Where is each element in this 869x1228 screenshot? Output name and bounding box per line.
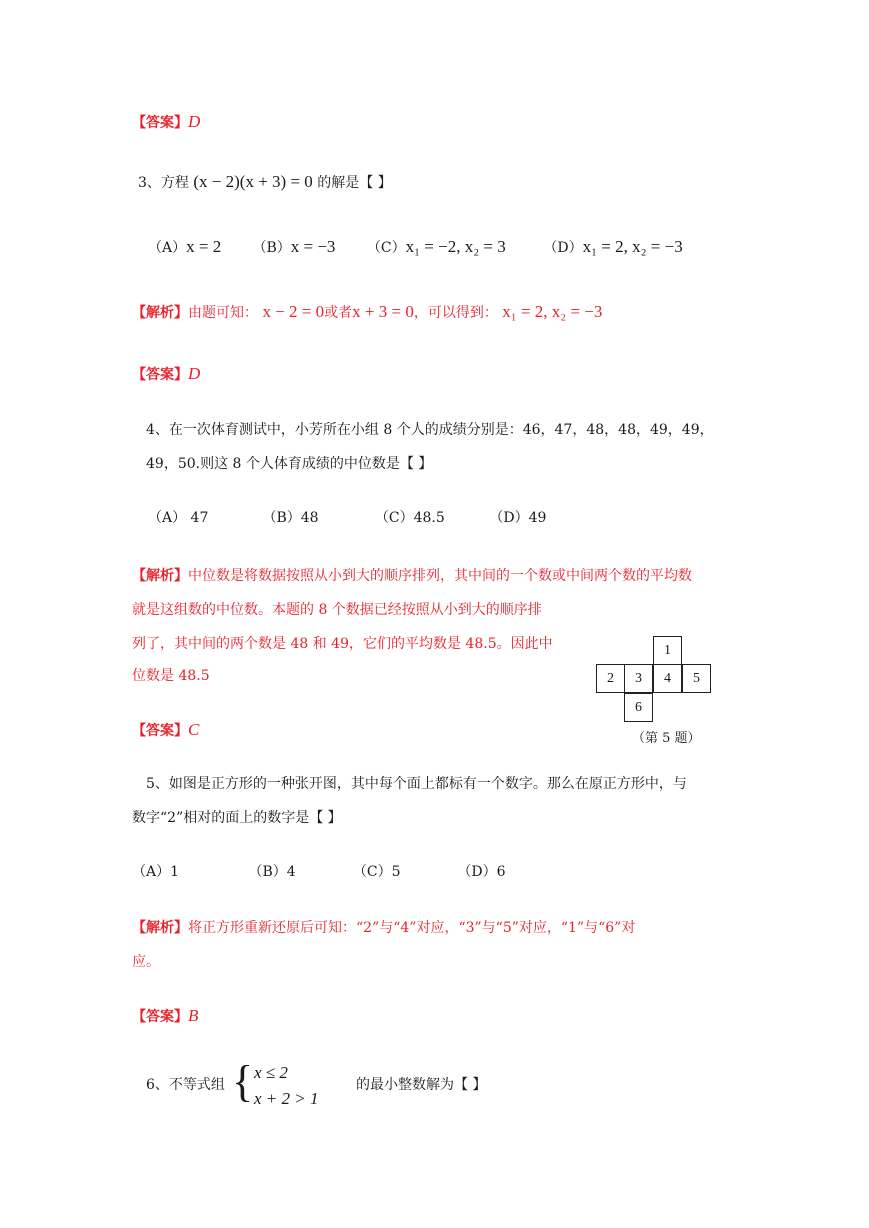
q3-options — [148, 237, 683, 258]
q3-option-a: （A）x = 2 — [148, 237, 222, 256]
q5-answer: 【答案】B — [132, 1006, 199, 1025]
q4-options — [148, 508, 546, 528]
q5-analysis-line2: 应。 — [132, 954, 160, 970]
q4-analysis-line1: 【解析】中位数是将数据按照从小到大的顺序排列，其中间的一个数或中间两个数的平均数 — [132, 568, 692, 584]
q6-inequality-2: x + 2 > 1 — [254, 1089, 319, 1108]
net-cell-3: 3 — [624, 664, 653, 693]
q4-answer: 【答案】C — [132, 720, 200, 739]
q3-equation: (x − 2)(x + 3) = 0 — [193, 172, 313, 191]
q4-stem-line1: 4、在一次体育测试中，小芳所在小组 8 个人的成绩分别是：46，47，48，48，49，49， — [146, 422, 714, 438]
q6-inequality-1: x ≤ 2 — [254, 1063, 288, 1082]
q4-stem-line2: 49，50.则这 8 个人体育成绩的中位数是【 】 — [146, 456, 433, 472]
net-cell-6: 6 — [624, 693, 653, 722]
answer-value: D — [188, 112, 201, 131]
answer-tag: 【答案】 — [132, 115, 188, 131]
net-cell-2: 2 — [596, 664, 625, 693]
q6-stem-suffix: 的最小整数解为【 】 — [356, 1077, 487, 1093]
q2-answer — [132, 112, 200, 133]
q4-analysis-line2: 就是这组数的中位数。本题的 8 个数据已经按照从小到大的顺序排 — [132, 602, 542, 618]
q4-option-a: （A） 47 — [148, 510, 209, 526]
q6-stem-prefix: 6、不等式组 — [146, 1077, 225, 1093]
figure-caption: （第 5 题） — [632, 731, 701, 746]
q3-stem — [138, 172, 392, 193]
q3-stem-suffix: 的解是【 】 — [317, 175, 392, 191]
q4-option-b: （B）48 — [262, 510, 319, 526]
q3-answer: 【答案】D — [132, 364, 201, 383]
q5-option-a: （A）1 — [132, 864, 180, 880]
q3-stem-prefix: 3、方程 — [138, 175, 189, 191]
q4-analysis-line4: 位数是 48.5 — [132, 668, 210, 684]
q5-option-c: （C）5 — [352, 864, 401, 880]
q4-option-d: （D）49 — [489, 510, 547, 526]
q5-option-b: （B）4 — [248, 864, 296, 880]
q5-analysis-line1: 【解析】将正方形重新还原后可知：“2”与“4”对应，“3”与“5”对应，“1”与“6”对 — [132, 920, 636, 936]
q5-stem-line1: 5、如图是正方形的一种张开图，其中每个面上都标有一个数字。那么在原正方形中，与 — [146, 776, 687, 792]
q4-analysis-line3: 列了，其中间的两个数是 48 和 49，它们的平均数是 48.5。因此中 — [132, 636, 553, 652]
q3-option-d: （D）x₁ = 2, x₂ = −3 — [543, 237, 683, 256]
net-cell-5: 5 — [682, 664, 711, 693]
net-cell-4: 4 — [653, 664, 682, 693]
net-cell-1: 1 — [653, 636, 682, 665]
q3-analysis: 【解析】由题可知： x − 2 = 0或者x + 3 = 0，可以得到： x₁ = 2, x₂ = −3 — [132, 302, 603, 321]
q3-option-c: （C）x₁ = −2, x₂ = 3 — [366, 237, 506, 256]
q5-stem-line2: 数字“2”相对的面上的数字是【 】 — [132, 810, 342, 826]
system-brace: { — [232, 1057, 254, 1106]
q5-option-d: （D）6 — [457, 864, 506, 880]
q5-options — [132, 862, 506, 882]
q4-option-c: （C）48.5 — [374, 510, 445, 526]
q3-option-b: （B）x = −3 — [252, 237, 336, 256]
